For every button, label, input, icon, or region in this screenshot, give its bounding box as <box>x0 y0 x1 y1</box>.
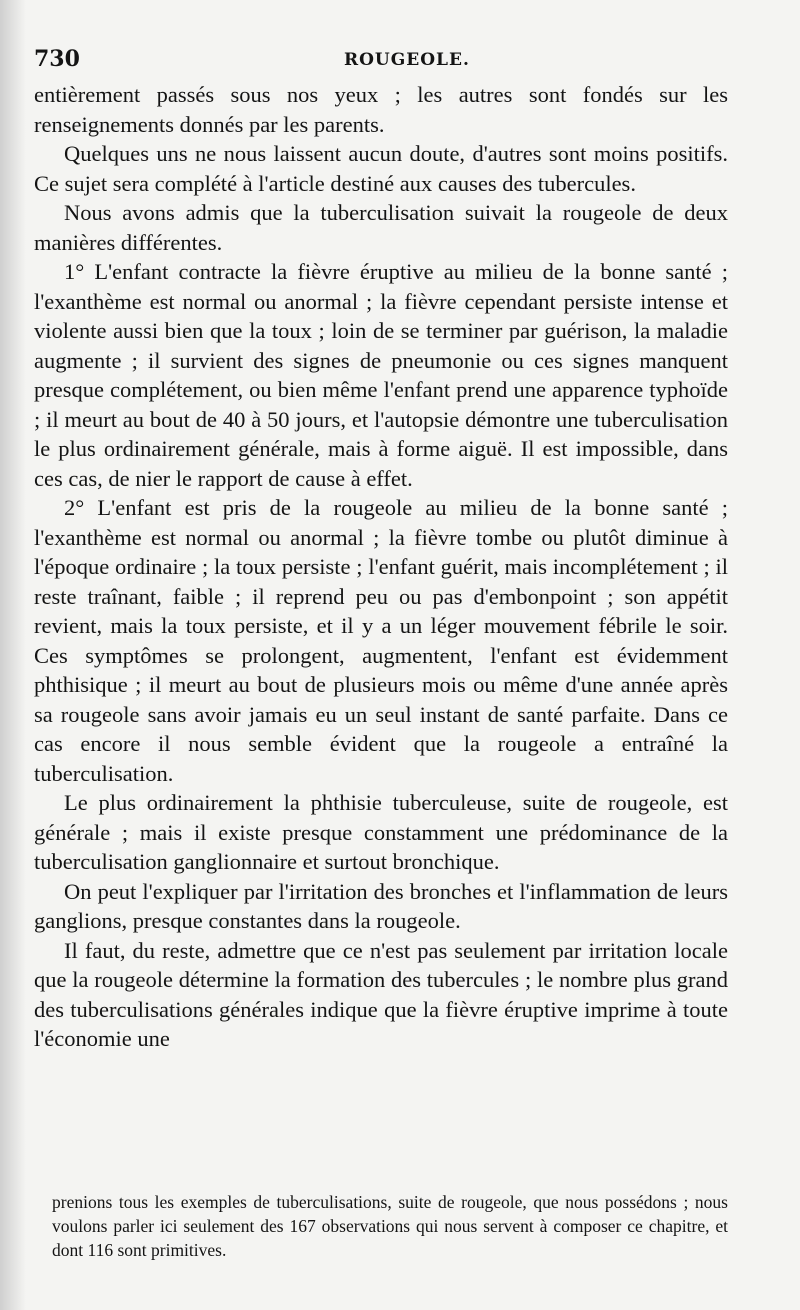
paragraph: Quelques uns ne nous laissent aucun doute, d'autres sont moins positifs. Ce sujet sera complété à l'article destiné aux causes des tubercules. <box>34 141 728 196</box>
paragraph: Il faut, du reste, admettre que ce n'est pas seulement par irritation locale que la rougeole détermine la formation des tubercules ; le nombre plus grand des tuberculisations générales indique que la fièvre éruptive imprime à toute l'économie une <box>34 937 728 1051</box>
running-title: ROUGEOLE. <box>344 50 470 70</box>
paragraph-continued: entièrement passés sous nos yeux ; les autres sont fondés sur les renseignements donnés par les parents. <box>34 82 728 137</box>
paragraph: 2° L'enfant est pris de la rougeole au milieu de la bonne santé ; l'exanthème est normal ou anormal ; la fièvre tombe ou plutôt diminue à l'époque ordinaire ; la toux persiste ; l'enfant guérit, mais incomplétement ; il reste traînant, faible ; il reprend peu ou pas d'embonpoint ; son appétit revient, mais la toux persiste, et il y a un léger mouvement fébrile le soir. Ces symptômes se prolongent, augmentent, l'enfant est évidemment phthisique ; il meurt au bout de plusieurs mois ou même d'une année après sa rougeole sans avoir jamais eu un seul instant de santé parfaite. Dans ce cas encore il nous semble évident que la rougeole a entraîné la tuberculisation. <box>34 495 728 786</box>
footnote-text: prenions tous les exemples de tuberculisations, suite de rougeole, que nous possédons ; nous voulons parler ici seulement des 167 observations qui nous servent à composer ce chapitre, et dont 116 sont primitives. <box>52 1192 728 1260</box>
footnote <box>52 1190 728 1262</box>
paragraph: Nous avons admis que la tuberculisation suivait la rougeole de deux manières différentes. <box>34 200 728 255</box>
page-gutter-shadow <box>0 0 26 1310</box>
main-text <box>34 80 728 1054</box>
paragraph: 1° L'enfant contracte la fièvre éruptive au milieu de la bonne santé ; l'exanthème est normal ou anormal ; la fièvre cependant persiste intense et violente aussi bien que la toux ; loin de se terminer par guérison, la maladie augmente ; il survient des signes de pneumonie ou ces signes manquent presque complétement, ou bien même l'enfant prend une apparence typhoïde ; il meurt au bout de 40 à 50 jours, et l'autopsie démontre une tuberculisation le plus ordinairement générale, mais à forme aiguë. Il est impossible, dans ces cas, de nier le rapport de cause à effet. <box>34 259 728 491</box>
page-header <box>34 44 734 78</box>
paragraph: On peut l'expliquer par l'irritation des bronches et l'inflammation de leurs ganglions, presque constantes dans la rougeole. <box>34 878 728 933</box>
paragraph: Le plus ordinairement la phthisie tuberculeuse, suite de rougeole, est générale ; mais il existe presque constamment une prédominance de la tuberculisation ganglionnaire et surtout bronchique. <box>34 790 728 874</box>
page-number: 730 <box>34 46 80 72</box>
